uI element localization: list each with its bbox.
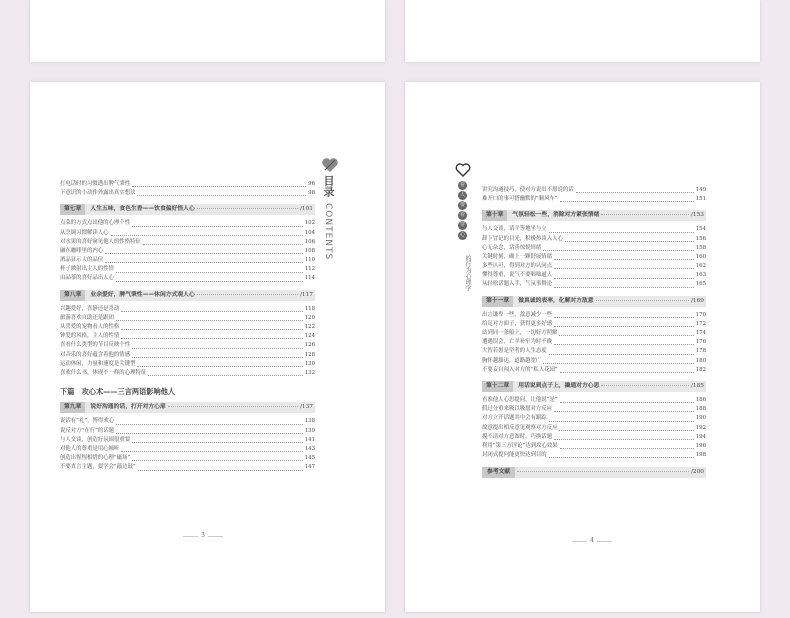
entry-title: 懂得尊重，说气不要咄咄逼人 — [482, 272, 553, 279]
toc-entry[interactable] — [482, 235, 706, 244]
side-char-3: 要 — [459, 202, 465, 208]
entry-title: 创造出惺惺相惜的心理“磁场” — [60, 455, 131, 462]
chapter-heading[interactable] — [60, 290, 315, 301]
chapter-number: 第十一章 — [482, 296, 513, 307]
toc-entry[interactable] — [60, 436, 315, 445]
previous-page-right — [405, 0, 760, 62]
toc-entry[interactable] — [60, 275, 315, 284]
chapter-title: 做真诚的表率，化解对方敌意 — [518, 297, 594, 304]
entry-title: 不要妄自闯入对方的“私人花园” — [482, 366, 558, 373]
entry-page: 163 — [695, 272, 706, 279]
chapter-page: /137 — [299, 404, 313, 411]
entry-title: 胸怀越豁达，道路越宽广 — [482, 357, 542, 364]
entry-page: 190 — [695, 415, 706, 422]
entry-page: 182 — [695, 366, 706, 373]
toc-entry[interactable] — [482, 271, 706, 280]
toc-entry[interactable] — [482, 414, 706, 423]
entry-page: 138 — [304, 418, 315, 425]
toc-entry[interactable] — [482, 442, 706, 451]
entry-page: 128 — [304, 351, 315, 358]
entry-page: 124 — [304, 333, 315, 340]
side-char-1: 看 — [459, 182, 465, 188]
toc-entry[interactable] — [482, 451, 706, 460]
entry-page: 112 — [304, 266, 315, 273]
entry-title: 下意识的小动作外露出真实想法 — [60, 190, 136, 197]
toc-entry[interactable] — [60, 256, 315, 265]
side-char-6: 心 — [459, 232, 465, 238]
entry-title: 从轻松话题入手，气氛事舞论 — [482, 281, 553, 288]
entry-title: 关键时刻，确上一颗舒展情绪 — [482, 253, 553, 260]
toc-entry[interactable] — [482, 186, 706, 195]
book-side-title — [452, 162, 474, 322]
entry-page: 174 — [695, 330, 706, 337]
entry-page: 126 — [304, 342, 315, 349]
entry-title: 旅游喜欢自助还是跟团 — [60, 314, 114, 321]
entry-page: 160 — [695, 253, 706, 260]
entry-page: 158 — [695, 244, 706, 251]
toc-entry[interactable] — [60, 360, 315, 369]
chapter-heading[interactable] — [60, 204, 315, 215]
entry-page: 120 — [304, 314, 315, 321]
toc-entry[interactable] — [60, 265, 315, 274]
toc-entry[interactable] — [482, 329, 706, 338]
toc-entry[interactable] — [60, 238, 315, 247]
toc-entry[interactable] — [60, 305, 315, 314]
entry-title: 说反对方“在行”的话题 — [60, 427, 115, 434]
entry-page: 96 — [308, 180, 315, 187]
entry-title: 故意提出相反意见观察对方反应 — [482, 424, 558, 431]
side-char-5: 穿 — [459, 222, 465, 228]
toc-entry[interactable] — [60, 219, 315, 228]
entry-title: 不要直言主题，要学会“敲边鼓” — [60, 464, 136, 471]
entry-page: 147 — [304, 464, 315, 471]
chapter-title: 用话说到点子上，撬通对方心思 — [518, 382, 600, 389]
page-number-text: 4 — [587, 537, 597, 544]
toc-entry[interactable] — [60, 351, 315, 360]
entry-page: 154 — [695, 226, 706, 233]
entry-page: 110 — [304, 257, 315, 264]
contents-title-en: CONTENTS — [323, 203, 333, 261]
chapter-page: /185 — [690, 382, 704, 389]
toc-entry[interactable] — [60, 341, 315, 350]
entry-page: 141 — [304, 436, 315, 443]
page-number-left — [183, 532, 223, 542]
entry-title: 喜欢什么书，体现不一样的心理特征 — [60, 369, 147, 376]
toc-entry[interactable] — [60, 247, 315, 256]
entry-title: 假过分重来吸以吸愿对方反应 — [482, 406, 553, 413]
chapter-number: 第八章 — [60, 290, 85, 301]
toc-entry[interactable] — [482, 338, 706, 347]
entry-title: 利用“第三方评论”达到攻心效果 — [482, 442, 558, 449]
toc-entry[interactable] — [482, 357, 706, 366]
entry-title: 钟爱的风格，主人的性情 — [60, 333, 120, 340]
toc-entry[interactable] — [60, 417, 315, 426]
page-number-text: 3 — [198, 532, 208, 539]
entry-page: 180 — [695, 357, 706, 364]
chapter-page: /169 — [690, 297, 704, 304]
entry-title: 点菜的方式点出他的心理个性 — [60, 220, 131, 227]
toc-entry[interactable] — [60, 323, 315, 332]
entry-title: 多些认可，得到对方的认同点 — [482, 263, 553, 270]
entry-title: 对他人的尊重是用心倾听 — [60, 445, 120, 452]
entry-page: 139 — [304, 427, 315, 434]
chapter-title: 人生五味，食色生香——饮食偏好悟人心 — [90, 206, 195, 213]
entry-page: 151 — [695, 196, 706, 203]
toc-entry[interactable] — [60, 189, 315, 198]
entry-page: 143 — [304, 445, 315, 452]
chapter-page: /153 — [690, 212, 704, 219]
entry-page: 102 — [304, 220, 315, 227]
toc-entry[interactable] — [60, 229, 315, 238]
toc-entry[interactable] — [482, 424, 706, 433]
references-heading[interactable] — [482, 467, 706, 478]
entry-page: 165 — [695, 281, 706, 288]
heart-arrow-icon — [320, 155, 340, 175]
chapter-title: 气氛轻松一些，消除对方紧张情绪 — [512, 212, 600, 219]
toc-entry[interactable] — [482, 366, 706, 375]
entry-title: 酒品显示人的品位 — [60, 257, 104, 264]
entry-title: 心无杂念，话善惊悦情绪 — [482, 244, 542, 251]
entry-title: 与人交谈，请平等地坐与立 — [482, 226, 547, 233]
entry-title: 融在咖啡里的内心 — [60, 247, 104, 254]
side-char-2: 人 — [459, 192, 465, 198]
toc-entry[interactable] — [482, 281, 706, 290]
entry-title: 讲究沟通技巧，使对方说出不愿说的话 — [482, 186, 574, 193]
entry-page: 196 — [695, 442, 706, 449]
entry-title: 遭遇误会，亡羊补牢为时不晚 — [482, 339, 553, 346]
toc-entry[interactable] — [482, 262, 706, 271]
entry-title: 出言谦卑一些，敌意减少一些 — [482, 311, 553, 318]
entry-page: 188 — [695, 406, 706, 413]
side-char-4: 看 — [459, 212, 465, 218]
chapter-number: 第十二章 — [482, 381, 513, 392]
entry-page: 104 — [304, 229, 315, 236]
toc-entry[interactable] — [482, 253, 706, 262]
chapter-number: 第十章 — [482, 210, 507, 221]
entry-page: 172 — [695, 320, 706, 327]
toc-entry[interactable] — [482, 396, 706, 405]
part-heading[interactable]: 下篇 攻心术——三言两语影响他人 — [60, 387, 176, 397]
entry-title: 封闭式提问能更快达到目的 — [482, 452, 547, 459]
entry-page: 106 — [304, 238, 315, 245]
entry-title: 看准他人心思提问，让他说“是” — [482, 396, 558, 403]
chapter-title: 业余爱好，脾气秉性——休闲方式观人心 — [90, 291, 195, 298]
entry-title: 大智若愚是坚者的人生态度 — [482, 348, 547, 355]
entry-page: 194 — [695, 433, 706, 440]
entry-page: 149 — [695, 186, 706, 193]
references-label: 参考文献 — [482, 467, 515, 478]
heart-outline-icon — [455, 162, 471, 178]
toc-entry[interactable] — [60, 445, 315, 454]
entry-title: 摸不清对方意图时，巧换话题 — [482, 433, 553, 440]
chapter-number: 第九章 — [60, 402, 85, 413]
toc-entry[interactable] — [482, 195, 706, 204]
entry-title: 由品茶的喜好品出人心 — [60, 275, 114, 282]
entry-title: 兴趣爱好，喜静还是喜动 — [60, 305, 120, 312]
chapter-number: 第七章 — [60, 204, 85, 215]
toc-entry[interactable] — [482, 311, 706, 320]
chapter-page: /117 — [299, 291, 313, 298]
chapter-heading[interactable] — [60, 402, 315, 413]
entry-page: 108 — [304, 247, 315, 254]
entry-page: 186 — [695, 396, 706, 403]
entry-page: 122 — [304, 324, 315, 331]
entry-title: 运动休闲，力量和速度是关键型 — [60, 360, 136, 367]
toc-entry[interactable] — [482, 405, 706, 414]
page-number-right — [572, 537, 612, 547]
toc-entry[interactable] — [60, 314, 315, 323]
entry-title: 说话有“礼”，博得欢心 — [60, 418, 115, 425]
entry-page: 114 — [304, 275, 315, 282]
contents-heading — [318, 155, 340, 275]
chapter-title: 说好沟通的话，打开对方心扉 — [90, 404, 166, 411]
toc-entry[interactable] — [60, 463, 315, 472]
entry-title: 从喜爱的宠物看人的性格 — [60, 324, 120, 331]
book-side-subtitle: 的行为心理学 — [464, 255, 471, 291]
entry-title: 从烹调习惯解读人心 — [60, 229, 109, 236]
entry-title: 站到同一条船上，一切好方照解 — [482, 330, 558, 337]
entry-title: 打电话时的习惯透出脾气秉性 — [60, 180, 131, 187]
entry-title: 杯子映射出主人的性情 — [60, 266, 114, 273]
toc-entry[interactable] — [482, 433, 706, 442]
toc-right — [482, 186, 706, 478]
toc-entry[interactable] — [60, 180, 315, 189]
entry-page: 145 — [304, 455, 315, 462]
entry-title: 对音乐的喜好蕴含着他的情感 — [60, 351, 131, 358]
entry-page: 176 — [695, 339, 706, 346]
entry-page: 170 — [695, 311, 706, 318]
previous-page-left — [30, 0, 385, 62]
toc-entry[interactable] — [482, 347, 706, 356]
toc-entry[interactable] — [60, 454, 315, 463]
chapter-page: /101 — [299, 206, 313, 213]
entry-page: 98 — [308, 190, 315, 197]
entry-title: 对水果的喜好窥见他人的性格特征 — [60, 238, 141, 245]
contents-title-cn: 目录 — [322, 175, 335, 197]
toc-entry[interactable] — [60, 369, 315, 378]
toc-entry[interactable] — [60, 332, 315, 341]
chapter-heading[interactable] — [482, 210, 706, 221]
toc-entry[interactable] — [482, 244, 706, 253]
entry-page: 178 — [695, 348, 706, 355]
entry-title: 对方立开话题其中会有跟踪 — [482, 415, 547, 422]
toc-entry[interactable] — [482, 225, 706, 234]
entry-title: 与人交谈，创造好氛围很重要 — [60, 436, 131, 443]
entry-page: 156 — [695, 235, 706, 242]
references-page: /200 — [690, 469, 704, 476]
entry-page: 118 — [304, 305, 315, 312]
entry-page: 130 — [304, 360, 315, 367]
toc-entry[interactable] — [60, 427, 315, 436]
entry-title: 卸下冒记的目光，积极热谈入人心 — [482, 235, 563, 242]
entry-title: 给足对方面子，获得更多好感 — [482, 320, 553, 327]
chapter-heading[interactable] — [482, 296, 706, 307]
entry-title: 难开口的事可搭幽默的“顺风车” — [482, 196, 558, 203]
toc-left — [60, 180, 315, 473]
toc-entry[interactable] — [482, 320, 706, 329]
entry-page: 162 — [695, 263, 706, 270]
chapter-heading[interactable] — [482, 381, 706, 392]
entry-page: 132 — [304, 369, 315, 376]
entry-page: 192 — [695, 424, 706, 431]
entry-title: 喜看什么类型的节目反映个性 — [60, 342, 131, 349]
entry-page: 198 — [695, 452, 706, 459]
